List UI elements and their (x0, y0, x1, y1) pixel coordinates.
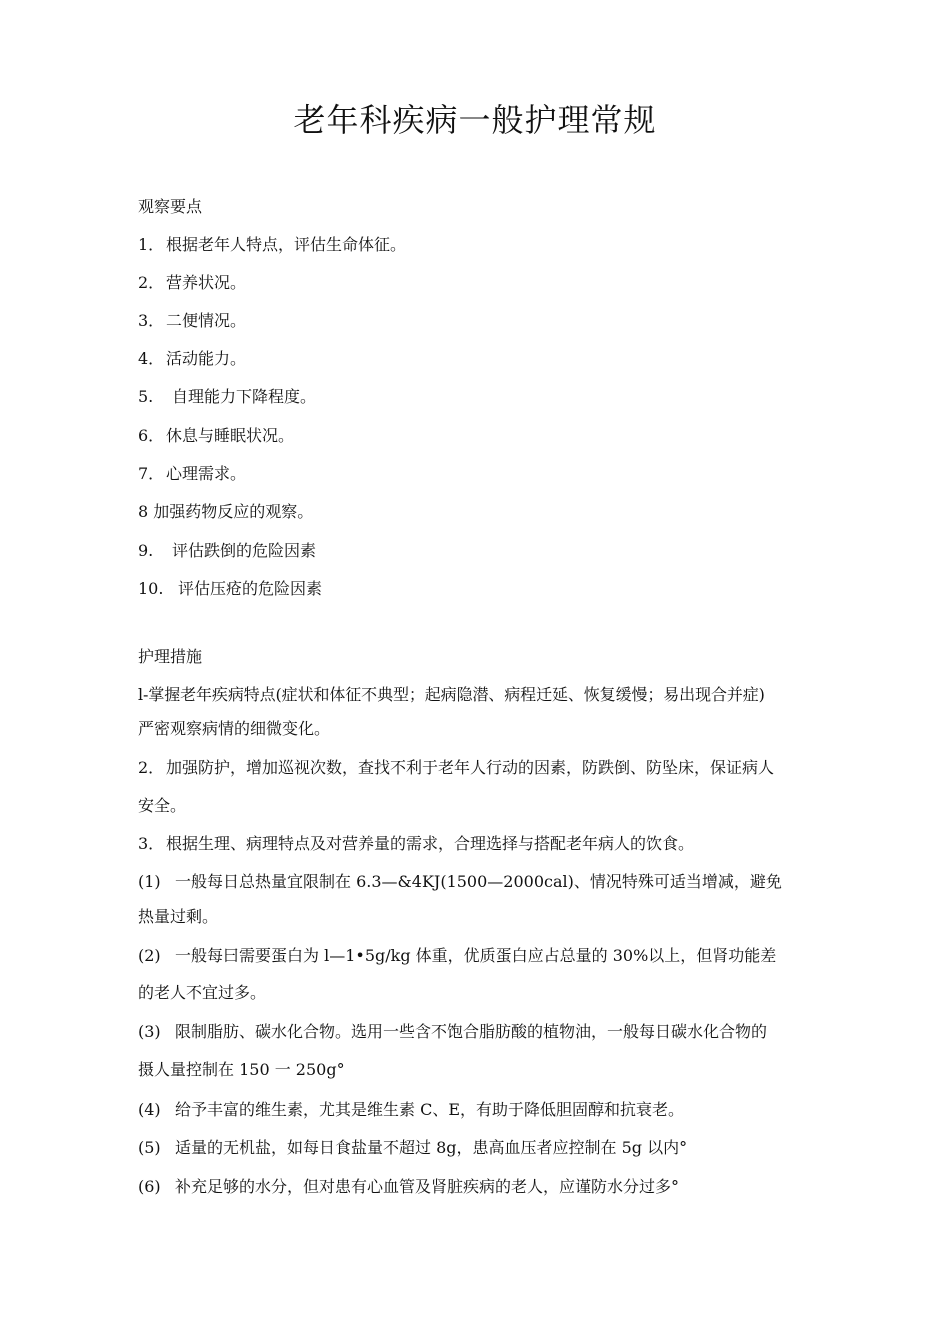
sub-item-line: 摄人量控制在 150 一 250g° (138, 1060, 345, 1079)
item-text: 评估跌倒的危险因素 (172, 541, 317, 560)
observation-item (138, 309, 818, 333)
measure-item-line: l-掌握老年疾病特点(症状和体征不典型；起病隐潜、病程迁延、恢复缓慢；易出现合并症) (138, 685, 765, 704)
sub-item-line (138, 1020, 818, 1044)
item-number: 10. (138, 579, 164, 598)
sub-item-number: (5) (138, 1138, 161, 1157)
item-number: 1． (138, 235, 165, 254)
observation-item (138, 577, 818, 601)
measure-item-line (138, 756, 818, 780)
item-number: 3． (138, 311, 165, 330)
sub-item-number: (6) (138, 1177, 161, 1196)
sub-item-text: 补充足够的水分，但对患有心血管及肾脏疾病的老人，应谨防水分过多° (175, 1177, 680, 1196)
item-text: 二便情况。 (166, 311, 247, 330)
measure-item-line: 安全。 (138, 796, 187, 815)
item-text: 活动能力。 (166, 349, 247, 368)
sub-item-text: 给予丰富的维生素，尤其是维生素 C、E，有助于降低胆固醇和抗衰老。 (175, 1100, 685, 1119)
item-number: 6． (138, 426, 165, 445)
observation-item (138, 233, 818, 257)
item-text: 休息与睡眠状况。 (166, 426, 295, 445)
sub-item-line: 的老人不宜过多。 (138, 983, 267, 1002)
sub-item-text: 一般每日总热量宜限制在 6.3—&4KJ(1500—2000cal)、情况特殊可适当增减，避免 (175, 872, 782, 891)
item-text: 加强防护，增加巡视次数，查找不利于老年人行动的因素，防跌倒、防坠床，保证病人 (166, 758, 775, 777)
sub-item-line (138, 870, 818, 894)
sub-item-text: 一般每曰需要蛋白为 l—1•5g/kg 体重，优质蛋白应占总量的 30%以上，但肾功能差 (175, 946, 777, 965)
observation-item (138, 462, 818, 486)
item-number: 2． (138, 758, 165, 777)
document-title: 老年科疾病一般护理常规 (293, 101, 657, 139)
item-number: 8 (138, 502, 149, 521)
observation-item (138, 271, 818, 295)
item-number: 7． (138, 464, 165, 483)
sub-item-line (138, 1136, 818, 1160)
item-text: 营养状况。 (166, 273, 247, 292)
item-number: 4． (138, 349, 165, 368)
sub-item-line (138, 944, 818, 968)
item-number: 2． (138, 273, 165, 292)
observation-item (138, 385, 818, 409)
item-text: 心理需求。 (166, 464, 247, 483)
item-text: 评估压疮的危险因素 (178, 579, 323, 598)
observation-heading: 观察要点 (138, 197, 203, 216)
item-text: 加强药物反应的观察。 (153, 502, 314, 521)
item-text: 根据生理、病理特点及对营养量的需求，合理选择与搭配老年病人的饮食。 (166, 834, 695, 853)
measures-heading: 护理措施 (138, 647, 203, 666)
measure-item-line (138, 832, 818, 856)
sub-item-number: (4) (138, 1100, 161, 1119)
sub-item-line (138, 1098, 818, 1122)
item-text: 自理能力下降程度。 (172, 387, 317, 406)
sub-item-number: (3) (138, 1022, 161, 1041)
sub-item-line: 热量过剩。 (138, 907, 219, 926)
observation-item (138, 500, 818, 524)
item-number: 9. (138, 541, 154, 560)
sub-item-line (138, 1175, 818, 1199)
sub-item-number: (1) (138, 872, 161, 891)
observation-item (138, 347, 818, 371)
sub-item-text: 适量的无机盐，如每日食盐量不超过 8g，患高血压者应控制在 5g 以内° (175, 1138, 688, 1157)
item-number: 5. (138, 387, 154, 406)
measure-item-line: 严密观察病情的细微变化。 (138, 719, 331, 738)
item-text: 根据老年人特点，评估生命体征。 (166, 235, 407, 254)
sub-item-text: 限制脂肪、碳水化合物。选用一些含不饱合脂肪酸的植物油，一般每日碳水化合物的 (175, 1022, 768, 1041)
observation-item (138, 539, 818, 563)
item-number: 3． (138, 834, 165, 853)
observation-item (138, 424, 818, 448)
sub-item-number: (2) (138, 946, 161, 965)
